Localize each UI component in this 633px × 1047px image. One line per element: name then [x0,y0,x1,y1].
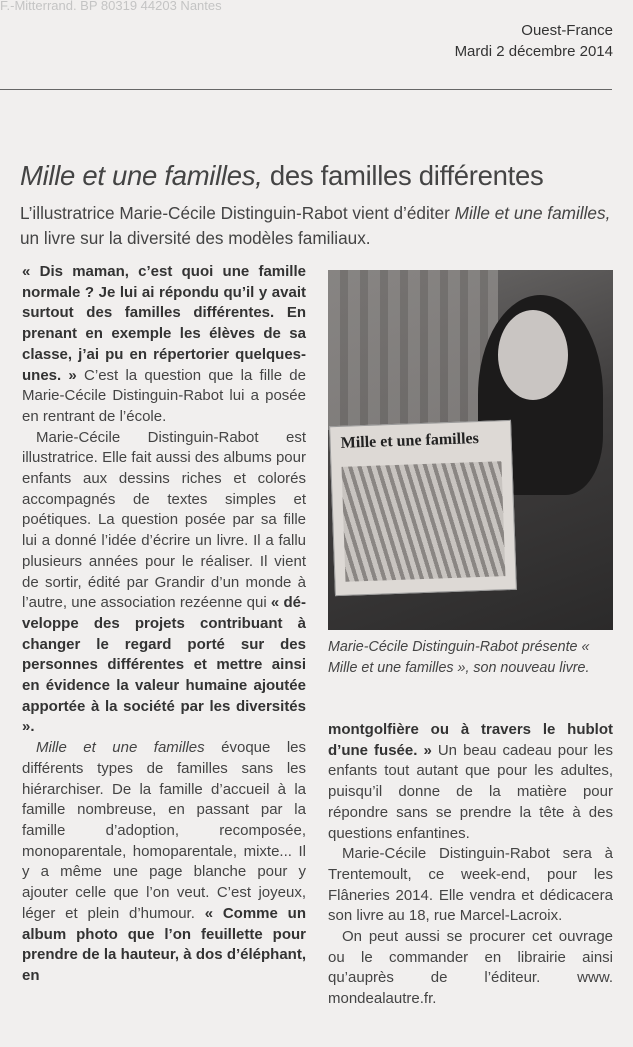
newspaper-name: Ouest-France [521,22,613,39]
bold-quote-text: montgolfière ou à travers le hublot d’une fusée. » [328,721,613,759]
book-cover-illustration [342,461,506,582]
photo-book-cover [329,420,517,596]
italic-text: Mille et une familles [36,739,205,757]
photo-person-face [498,310,568,400]
bold-quote-text: « Comme un album photo que l’on feuillette pour prendre de la hauteur, à dos d’éléphant, en [22,904,306,984]
body-text: C’est la question que la fille de Marie-Cécile Distinguin-Rabot lui a posée en rentrant de l’école. [22,366,306,425]
body-text: évoque les différents types de familles sans les hiérarchiser. De la famille d’accueil à la famille nombreuse, en passant par la famille d’adoption, recomposée, monoparentale, homoparentale, mixte... Il y a même une page blanche pour y ajouter celle que l’on veut. C’est joyeux, léger et plein d’humour. [22,739,306,922]
article-subtitle [20,201,620,251]
paragraph [22,428,306,739]
publication-date: Mardi 2 décembre 2014 [454,43,613,60]
body-text: Marie-Cécile Distinguin-Rabot est illustratrice. Elle fait aussi des albums pour enfants aux dessins riches et colorés accompagnés de textes simples et poétiques. La question posée par sa fille lui a donné l’idée d’écrire un livre. Il a fallu plusieurs années pour le réaliser. Il vient de sortir, édité par Grandir d’un monde à l’autre, une association rezéenne qui [22,428,306,612]
body-text: un livre sur la diversité des modèles familiaux. [20,228,371,248]
body-text: On peut aussi se procurer cet ouvrage ou le commander en librairie ainsi qu’auprès de l’éditeur. www.​mondealautre.fr. [328,928,613,1008]
column-right [328,720,613,1010]
paragraph [22,262,306,428]
bold-quote-text: « développe des projets contribuant à changer le regard porté sur des personnes différentes et mettre ainsi en évidence la valeur humaine ajoutée apportée à la société par les diversités ». [22,594,307,736]
bold-quote-text: « Dis maman, c’est quoi une famille normale ? Je lui ai répondu qu’il y avait surtout des familles différentes. En prenant en exemple les élèves de sa classe, j’ai pu en répertorier quelques-unes. » [22,263,306,384]
body-text: Un beau cadeau pour les enfants tout autant que pour les adultes, puisqu’il donne de la matière pour répondre sans se prendre la tête à des questions enfantines. [328,741,613,842]
italic-text: Mille et une familles, [454,203,611,223]
paragraph [22,738,306,986]
paragraph [328,720,613,844]
divider [0,89,612,90]
article-title [20,160,543,192]
body-text: L’illustratrice Marie-Cécile Distinguin-Rabot vient d’éditer [20,203,455,223]
body-text: Marie-Cécile Distinguin-Rabot sera à Trentemoult, ce week-end, pour les Flâneries 2014. Elle vendra et dédicacera son livre au 18, rue Marcel-Lacroix. [328,845,613,925]
photo-background-drawings [328,270,498,430]
paragraph [328,844,613,927]
paragraph [328,927,613,1010]
address-header: F.-Mitterrand. BP 80319 44203 Nantes [0,0,222,13]
photo-caption: Marie-Cécile Distinguin-Rabot présente « Mille et une familles », son nouveau livre. [328,639,590,676]
title-rest: des familles différentes [262,160,544,191]
masthead [455,20,613,62]
book-cover-title: Mille et une familles [340,430,480,452]
title-italic: Mille et une familles, [20,160,263,191]
article-photo [328,270,613,630]
column-left [22,262,306,987]
